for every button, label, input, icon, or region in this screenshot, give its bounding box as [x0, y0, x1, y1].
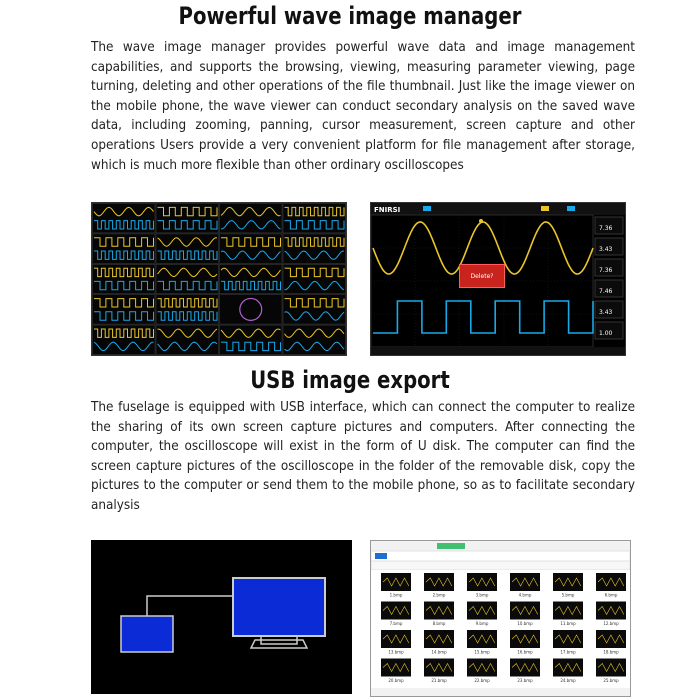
usb-connection-diagram	[91, 540, 352, 694]
scope-readout-value: 7.36	[599, 267, 613, 274]
file-name-label: 7.bmp	[389, 621, 403, 626]
scope-readout-value: 3.43	[599, 246, 613, 253]
wave-thumbnail	[220, 295, 283, 324]
scope-readout-value: 1.00	[599, 330, 613, 337]
usb-cable	[147, 596, 233, 616]
file-name-label: 17.bmp	[560, 649, 576, 655]
scope-readout-panel	[595, 217, 623, 339]
file-name-label: 3.bmp	[475, 592, 489, 598]
wave-thumbnail	[220, 325, 283, 354]
scope-readout-value: 3.43	[599, 309, 613, 316]
file-name-label: 2.bmp	[432, 592, 446, 598]
file-explorer-image	[370, 540, 631, 697]
wave-thumbnail	[220, 204, 283, 233]
file-name-label: 16.bmp	[517, 649, 533, 655]
file-name-label: 10.bmp	[517, 621, 533, 626]
wave-thumbnail	[93, 234, 156, 263]
oscilloscope-screen-image	[370, 202, 626, 356]
wave-thumbnail	[156, 325, 219, 354]
file-name-label: 6.bmp	[604, 592, 618, 598]
file-name-label: 8.bmp	[432, 621, 446, 626]
section-title-wave-manager: Powerful wave image manager	[178, 2, 522, 30]
wave-thumbnail-grid	[92, 203, 346, 355]
usb-connection-image	[91, 540, 352, 694]
file-name-label: 4.bmp	[518, 592, 532, 598]
scope-readout-value: 7.36	[599, 225, 613, 232]
file-name-label: 13.bmp	[388, 649, 404, 655]
file-name-label: 18.bmp	[603, 649, 619, 655]
file-name-label: 20.bmp	[388, 678, 404, 683]
file-name-label: 1.bmp	[389, 592, 403, 598]
file-name-label: 5.bmp	[561, 592, 575, 598]
computer-monitor-icon	[233, 578, 325, 636]
scope-readout-value: 7.46	[599, 288, 613, 295]
wave-thumbnail	[283, 204, 346, 233]
file-name-label: 21.bmp	[431, 678, 447, 683]
section-title-usb-export: USB image export	[250, 366, 450, 394]
file-name-label: 22.bmp	[474, 678, 490, 683]
file-name-label: 14.bmp	[431, 649, 447, 655]
wave-thumbnail	[93, 295, 156, 324]
wave-thumbnail	[93, 264, 156, 293]
file-explorer-window	[371, 541, 630, 696]
wave-thumbnail	[93, 204, 156, 233]
wave-thumbnail	[283, 234, 346, 263]
wave-thumbnail	[156, 295, 219, 324]
file-name-label: 25.bmp	[603, 678, 619, 683]
wave-thumbnail-grid-image	[91, 202, 347, 356]
file-name-label: 11.bmp	[560, 621, 576, 626]
wave-thumbnail	[220, 264, 283, 293]
file-name-label: 24.bmp	[560, 678, 576, 683]
section-body-usb-export: The fuselage is equipped with USB interface, which can connect the computer to realize the sharing of its own screen capture pictures and computers. After connecting the computer, the oscilloscope will exist in the form of U disk. The computer can find the screen capture pictures of the oscilloscope in the folder of the removable disk, copy the pictures to the computer or send them to the mobile phone, so as to facilitate secondary analysis	[91, 400, 635, 513]
file-name-label: 23.bmp	[517, 678, 533, 683]
wave-thumbnail	[93, 325, 156, 354]
wave-thumbnail	[283, 325, 346, 354]
scope-brand: FNIRSI	[374, 206, 401, 214]
wave-thumbnail	[156, 234, 219, 263]
section-body-wave-manager: The wave image manager provides powerful wave data and image management capabilities, and supports the browsing, viewing, measuring parameter viewing, page turning, deleting and other operations of the file thumbnail. Just like the image viewer on the mobile phone, the wave viewer can conduct secondary analysis on the saved wave data, including zooming, panning, cursor measurement, screen capture and other operations Users provide a very convenient platform for file management after storage, which is much more flexible than other ordinary oscilloscopes	[91, 40, 635, 173]
file-name-label: 12.bmp	[603, 621, 619, 626]
wave-thumbnail	[283, 295, 346, 324]
delete-dialog[interactable]: Delete?	[459, 264, 505, 288]
wave-thumbnail	[156, 204, 219, 233]
wave-thumbnail	[156, 264, 219, 293]
oscilloscope-device-icon	[121, 616, 173, 652]
wave-thumbnail	[220, 234, 283, 263]
file-name-label: 9.bmp	[475, 621, 489, 626]
file-name-label: 15.bmp	[474, 649, 490, 655]
wave-thumbnail	[283, 264, 346, 293]
